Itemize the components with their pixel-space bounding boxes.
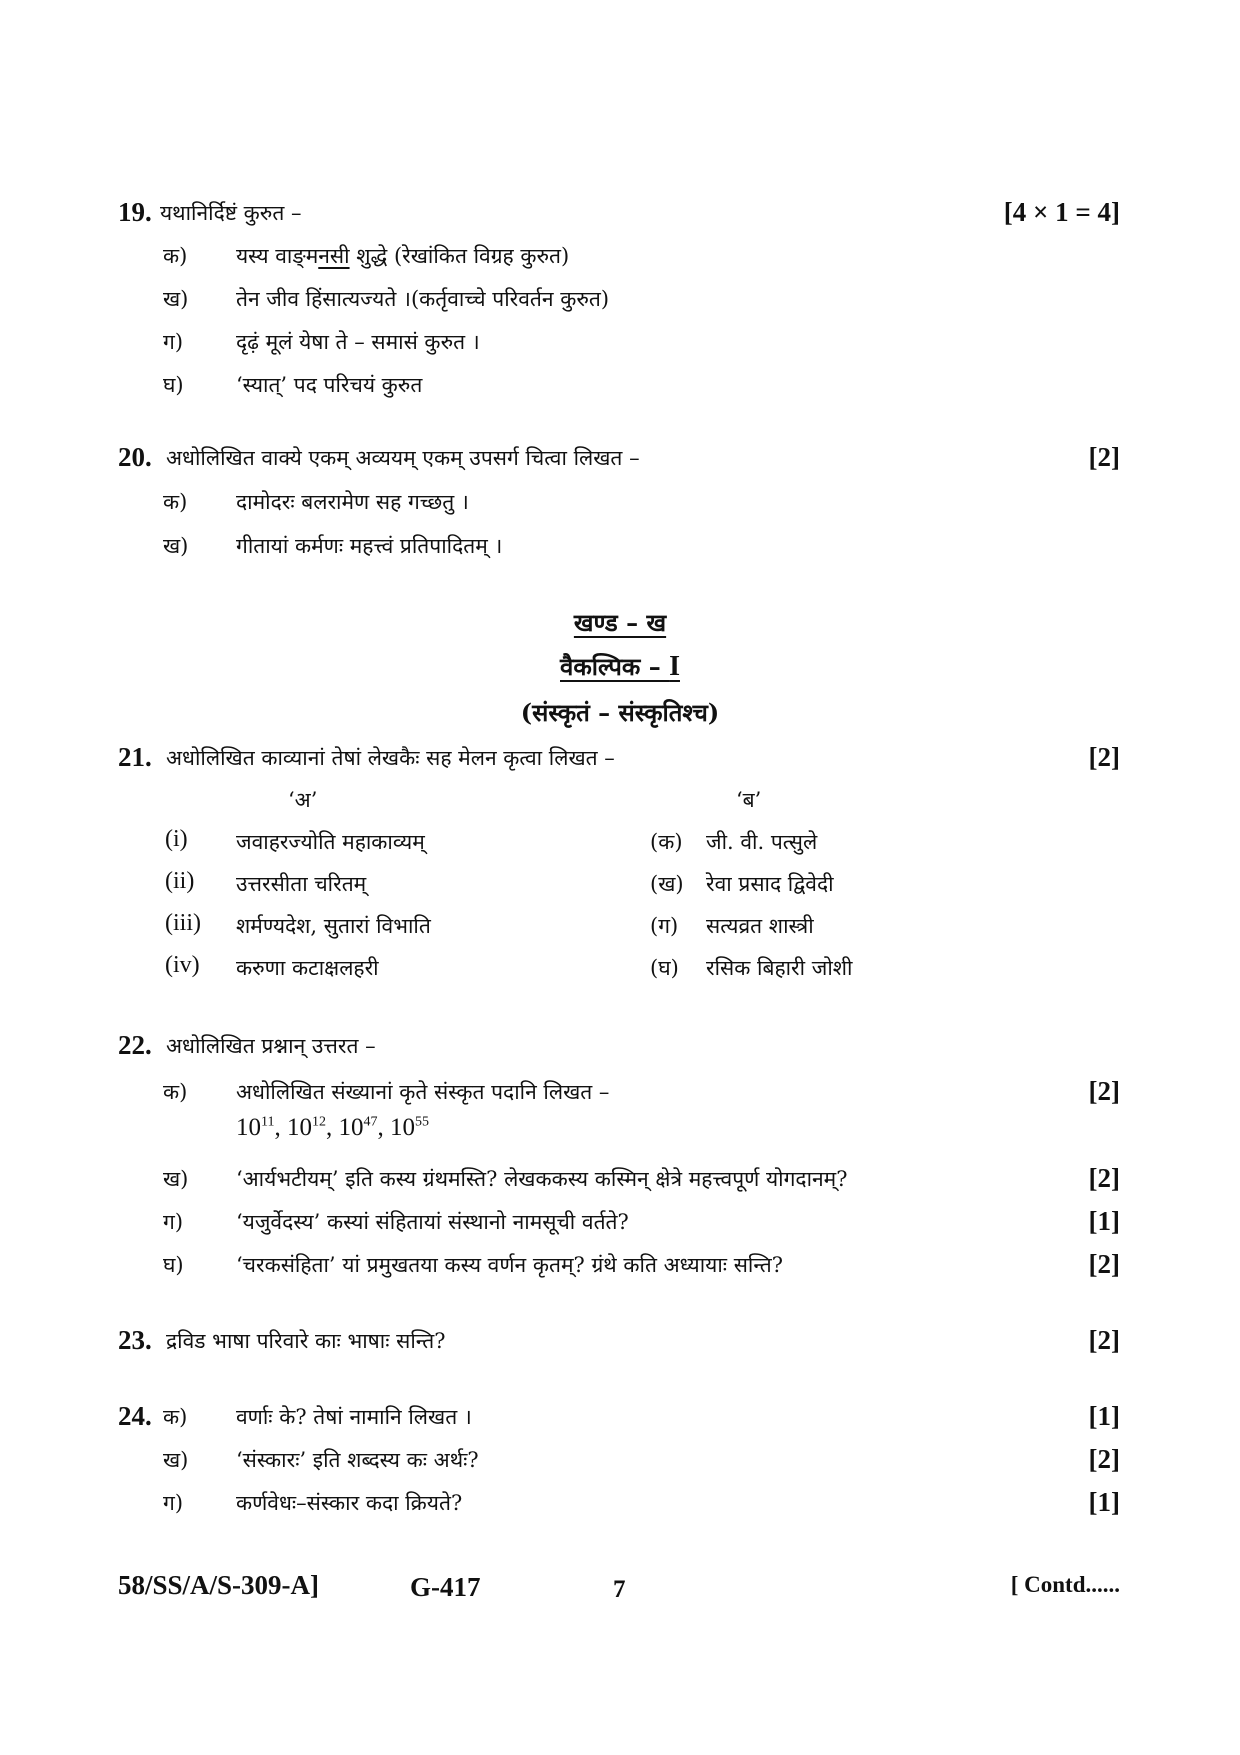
q23-marks: [2] — [1088, 1325, 1120, 1355]
q22-item-marks: [1] — [1088, 1206, 1120, 1236]
optional-heading: वैकल्पिक – I — [560, 651, 680, 682]
q21-marks: [2] — [1088, 742, 1120, 772]
match-right: रेवा प्रसाद द्विवेदी — [706, 872, 834, 896]
match-b-label: (ख) — [650, 872, 684, 896]
q19-item-label: क) — [163, 244, 188, 268]
column-a-header: ‘अ’ — [288, 788, 318, 812]
q20-item-text: गीतायां कर्मणः महत्त्वं प्रतिपादितम् । — [236, 534, 503, 558]
q24-item-marks: [1] — [1088, 1401, 1120, 1431]
q24-item-label: क) — [163, 1405, 188, 1429]
q19-item-label: ग) — [163, 330, 184, 354]
match-roman: (ii) — [165, 868, 195, 894]
match-left: करुणा कटाक्षलहरी — [236, 956, 379, 980]
q22-item-marks: [2] — [1088, 1076, 1120, 1106]
match-left: शर्मण्यदेश, सुतारां विभाति — [236, 914, 431, 938]
powers-of-ten: $10^{11}$, $10^{12}$, $10^{47}$, $10^{55}$ — [236, 1114, 429, 1141]
q20-item-label: क) — [163, 490, 188, 514]
q22-item-label: घ) — [163, 1253, 184, 1277]
q22-text: अधोलिखित प्रश्नान् उत्तरत – — [166, 1034, 376, 1058]
q19-text: यथानिर्दिष्टं कुरुत – — [160, 201, 302, 225]
match-left: जवाहरज्योति महाकाव्यम् — [236, 830, 425, 854]
q22-item-marks: [2] — [1088, 1163, 1120, 1193]
q19-item-text: तेन जीव हिंसात्यज्यते ।(कर्तृवाच्चे परिवर्तन कुरुत) — [236, 287, 610, 311]
q19-number: 19. — [118, 197, 152, 227]
section-heading: खण्ड – ख — [573, 608, 667, 637]
footer-set-code: G-417 — [410, 1572, 481, 1602]
footer-contd: [ Contd...... — [1010, 1572, 1120, 1597]
section-subtitle: (संस्कृतं – संस्कृतिश्च) — [520, 698, 720, 727]
match-b-label: (घ) — [650, 956, 679, 980]
column-b-header: ‘ब’ — [736, 788, 762, 812]
q19-item-text: यस्य वाङ्‌मनसी शुद्धे (रेखांकित विग्रह कुरुत) — [236, 244, 570, 268]
q22-item-text: ‘यजुर्वेदस्य’ कस्यां संहितायां संस्थानो नामसूची वर्तते? — [236, 1210, 629, 1234]
q24-item-text: कर्णवेधः–संस्कार कदा क्रियते? — [236, 1491, 463, 1515]
q20-item-label: ख) — [163, 534, 189, 558]
q22-item-label: ख) — [163, 1167, 189, 1191]
q24-number: 24. — [118, 1401, 152, 1431]
page-number: 7 — [613, 1576, 626, 1603]
match-right: रसिक बिहारी जोशी — [706, 956, 853, 980]
q24-item-label: ख) — [163, 1448, 189, 1472]
q24-item-text: ‘संस्कारः’ इति शब्दस्य कः अर्थः? — [236, 1448, 479, 1472]
q22-item-label: क) — [163, 1080, 188, 1104]
q23-text: द्रविड भाषा परिवारे काः भाषाः सन्ति? — [166, 1329, 446, 1353]
match-b-label: (क) — [650, 830, 683, 854]
match-roman: (i) — [165, 826, 188, 852]
match-left: उत्तरसीता चरितम् — [236, 872, 367, 896]
q24-item-label: ग) — [163, 1491, 184, 1515]
match-b-label: (ग) — [650, 914, 679, 938]
match-right: जी. वी. पत्सुले — [706, 830, 818, 854]
q24-item-marks: [2] — [1088, 1444, 1120, 1474]
q24-item-marks: [1] — [1088, 1487, 1120, 1517]
match-roman: (iv) — [165, 952, 200, 978]
q20-marks: [2] — [1088, 442, 1120, 472]
q20-text: अधोलिखित वाक्ये एकम् अव्ययम् एकम् उपसर्ग चित्वा लिखत – — [166, 446, 640, 470]
q21-number: 21. — [118, 742, 152, 772]
q22-item-marks: [2] — [1088, 1249, 1120, 1279]
q19-item-text: दृढ़ं मूलं येषा ते – समासं कुरुत । — [236, 330, 480, 354]
underlined-word: नसी — [318, 244, 350, 268]
q19-item-label: ख) — [163, 287, 189, 311]
q22-number: 22. — [118, 1030, 152, 1060]
match-roman: (iii) — [165, 910, 201, 936]
match-right: सत्यव्रत शास्त्री — [706, 914, 814, 938]
q23-number: 23. — [118, 1325, 152, 1355]
q22-item-text: ‘चरकसंहिता’ यां प्रमुखतया कस्य वर्णन कृतम्? ग्रंथे कति अध्यायाः सन्ति? — [236, 1253, 784, 1277]
q20-item-text: दामोदरः बलरामेण सह गच्छतु । — [236, 490, 469, 514]
q24-item-text: वर्णाः के? तेषां नामानि लिखत । — [236, 1405, 472, 1429]
q22-item-text: अधोलिखित संख्यानां कृते संस्कृत पदानि लिखत – — [236, 1080, 610, 1104]
footer-paper-code: 58/SS/A/S-309-A] — [118, 1570, 320, 1600]
q22-item-label: ग) — [163, 1210, 184, 1234]
q19-item-label: घ) — [163, 373, 184, 397]
q21-text: अधोलिखित काव्यानां तेषां लेखकैः सह मेलन कृत्वा लिखत – — [166, 746, 615, 770]
q22-item-text: ‘आर्यभटीयम्’ इति कस्य ग्रंथमस्ति? लेखककस्य कस्मिन् क्षेत्रे महत्त्वपूर्ण योगदानम्? — [236, 1167, 848, 1191]
q20-number: 20. — [118, 442, 152, 472]
q19-marks: [4 × 1 = 4] — [1003, 197, 1120, 227]
q19-item-text: ‘स्यात्’ पद परिचयं कुरुत — [236, 373, 423, 397]
